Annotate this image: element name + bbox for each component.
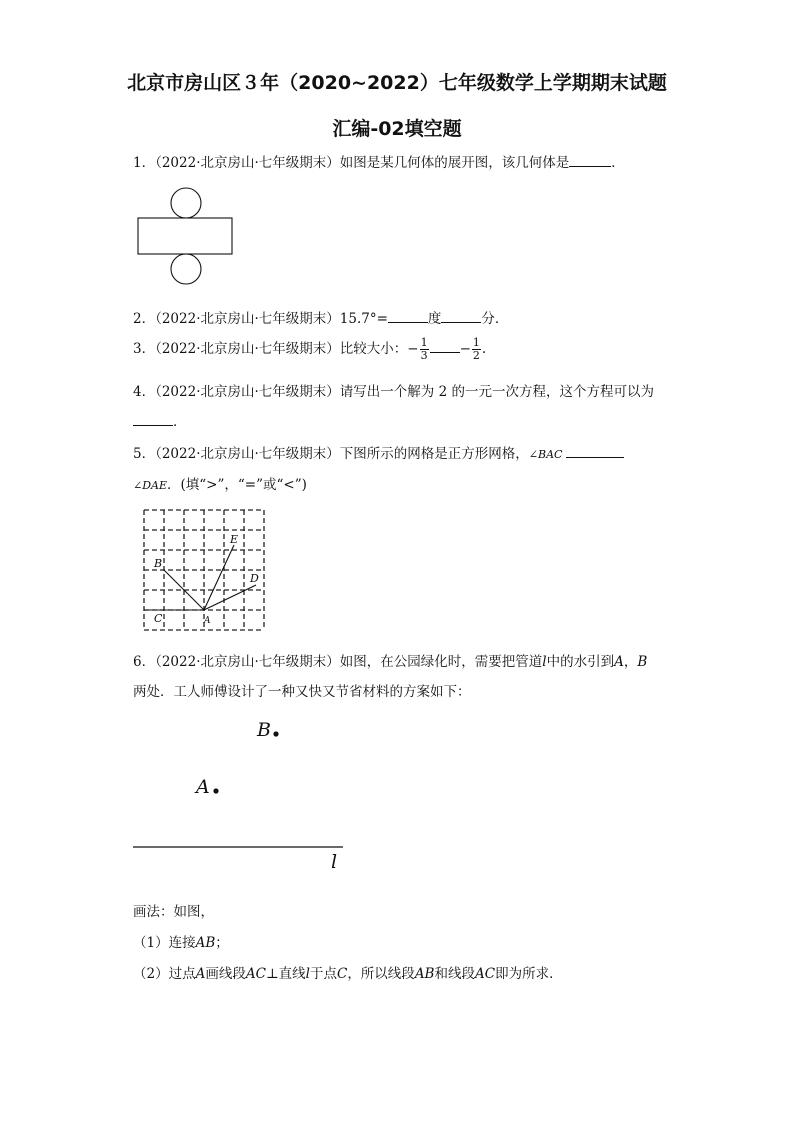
question-number: 3． — [133, 341, 156, 357]
answer-blank-degree[interactable] — [388, 308, 428, 323]
question-punct: . — [481, 341, 487, 357]
question-number: 1． — [133, 155, 156, 171]
page-title: 北京市房山区３年（2020~2022）七年级数学上学期期末试题 — [127, 72, 667, 94]
segment-ab: AB — [414, 966, 435, 982]
step-text: 画线段 — [205, 966, 246, 982]
step-text: 和线段 — [434, 966, 475, 982]
question-source: （2022·北京房山·七年级期末） — [155, 155, 340, 171]
question-text: 如图，在公园绿化时，需要把管道 — [339, 654, 543, 670]
question-number: 2． — [133, 311, 156, 327]
unit-minute: 分． — [481, 311, 509, 327]
top-circle — [171, 188, 201, 218]
question-text: 比较大小： — [339, 341, 408, 357]
var-a: A — [614, 654, 624, 670]
answer-blank[interactable] — [566, 443, 624, 458]
method-step-1 — [133, 931, 229, 951]
answer-blank[interactable] — [133, 411, 173, 426]
ray-ad — [204, 585, 256, 610]
angle-rays — [144, 545, 256, 610]
question-2 — [133, 307, 508, 327]
minus-sign: − — [459, 341, 471, 357]
point-a-ref: A — [195, 966, 206, 982]
question-6-cont — [133, 680, 471, 700]
angle-dae: ∠DAE — [133, 479, 168, 492]
question-5 — [133, 442, 624, 462]
question-source: （2022·北京房山·七年级期末） — [155, 311, 340, 327]
method-step-2 — [133, 962, 563, 982]
denominator: 3 — [420, 349, 428, 362]
answer-blank-minute[interactable] — [441, 308, 481, 323]
minus-sign: − — [407, 341, 419, 357]
answer-blank[interactable] — [430, 338, 460, 353]
grid-figure — [140, 505, 270, 635]
question-number: 4． — [133, 384, 156, 400]
numerator: 1 — [472, 336, 480, 349]
bottom-circle — [171, 254, 201, 284]
question-number: 5． — [133, 446, 156, 462]
question-number: 6． — [133, 654, 156, 670]
question-source: （2022·北京房山·七年级期末） — [155, 654, 340, 670]
line-l-label: l — [331, 851, 338, 873]
unit-degree: 度 — [427, 311, 442, 327]
label-d: D — [250, 572, 259, 585]
question-text: ．(填“>”，“=”或“<”) — [167, 477, 307, 493]
segment-ac: AC — [245, 966, 266, 982]
ray-ae — [204, 545, 234, 610]
question-punct: ． — [611, 155, 625, 171]
point-a — [213, 788, 218, 793]
label-a: A — [204, 616, 211, 626]
step-text: 即为所求． — [495, 966, 563, 982]
var-b: B — [637, 654, 648, 670]
step-text: ，所以线段 — [347, 966, 415, 982]
question-text: 如图是某几何体的展开图，该几何体是 — [339, 155, 570, 171]
numerator: 1 — [420, 336, 428, 349]
angle-bac: ∠BAC — [528, 448, 563, 461]
lateral-rectangle — [138, 218, 232, 254]
cylinder-net-figure — [130, 183, 240, 289]
step-text: ⊥直线 — [265, 966, 306, 982]
question-text: 下图所示的网格是正方形网格， — [339, 446, 529, 462]
fraction-one-half — [472, 337, 481, 362]
step-text: （1）连接 — [133, 935, 196, 951]
question-source: （2022·北京房山·七年级期末） — [155, 341, 340, 357]
segment-ab: AB — [195, 935, 216, 951]
question-5-cont — [133, 473, 307, 493]
point-c-ref: C — [336, 966, 348, 982]
step-text: 于点 — [309, 966, 337, 982]
question-4 — [133, 380, 654, 400]
var-l: l — [542, 654, 547, 670]
page-subtitle: 汇编-02填空题 — [332, 118, 462, 140]
label-b: B — [154, 557, 163, 570]
question-4-cont — [133, 410, 187, 430]
fraction-one-third — [420, 337, 429, 362]
question-text: 中的水引到 — [546, 654, 615, 670]
question-3 — [133, 337, 486, 362]
line-l-ref: l — [305, 966, 310, 982]
question-text: 15.7°= — [339, 311, 388, 327]
question-source: （2022·北京房山·七年级期末） — [155, 446, 340, 462]
question-punct: ， — [623, 654, 638, 670]
point-b — [273, 731, 278, 736]
question-6 — [133, 650, 647, 670]
segment-ac: AC — [474, 966, 496, 982]
question-source: （2022·北京房山·七年级期末） — [155, 384, 340, 400]
step-punct: ； — [215, 935, 229, 951]
question-text: 请写出一个解为 2 的一元一次方程，这个方程可以为 — [339, 384, 654, 400]
question-text: 两处．工人师傅设计了一种又快又节省材料的方案如下： — [133, 684, 471, 700]
method-heading: 画法：如图， — [133, 904, 214, 920]
pipe-figure — [130, 710, 360, 880]
step-text: （2）过点 — [133, 966, 196, 982]
question-1 — [133, 151, 625, 171]
point-a-label: A — [196, 776, 210, 798]
denominator: 2 — [472, 349, 480, 362]
point-b-label: B — [257, 719, 271, 741]
label-c: C — [154, 612, 163, 625]
question-punct: ． — [173, 414, 187, 430]
answer-blank[interactable] — [569, 152, 611, 167]
label-e: E — [230, 533, 239, 546]
